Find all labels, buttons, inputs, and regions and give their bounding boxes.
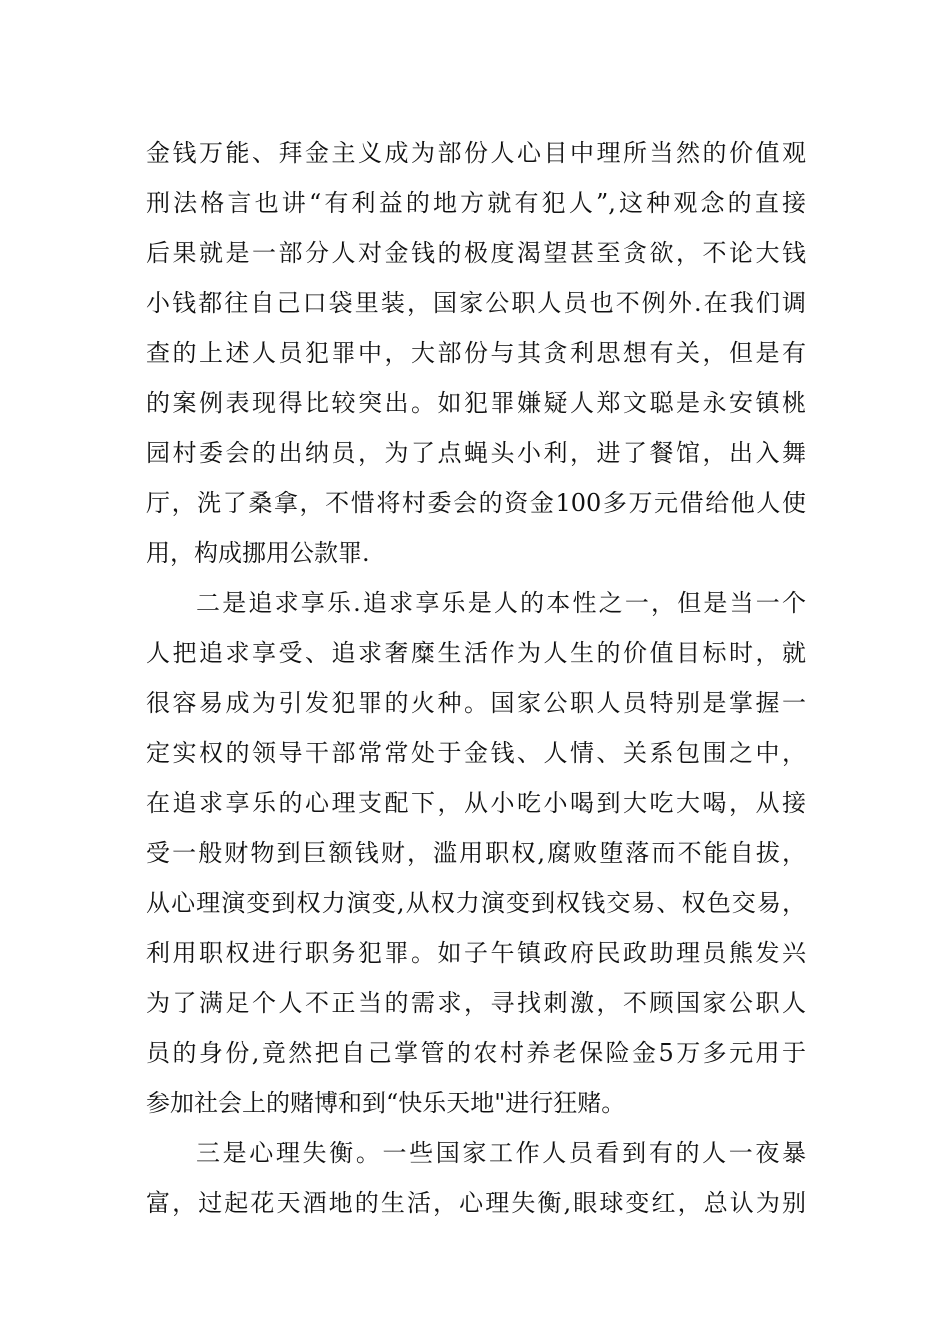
text-line: 定实权的领导干部常常处于金钱、人情、关系包围之中， [146, 739, 806, 767]
text-line: 刑法格言也讲“有利益的地方就有犯人”,这种观念的直接 [146, 189, 806, 217]
text-line: 为了满足个人不正当的需求，寻找刺激，不顾国家公职人 [146, 989, 806, 1017]
text-line: 小钱都往自己口袋里装，国家公职人员也不例外.在我们调 [146, 289, 806, 317]
text-line: 在追求享乐的心理支配下，从小吃小喝到大吃大喝，从接 [146, 789, 806, 817]
text-line: 金钱万能、拜金主义成为部份人心目中理所当然的价值观 [146, 139, 806, 167]
text-line: 厅，洗了桑拿，不惜将村委会的资金100多万元借给他人使 [146, 489, 806, 517]
text-line: 利用职权进行职务犯罪。如子午镇政府民政助理员熊发兴 [146, 939, 806, 967]
text-line: 用，构成挪用公款罪. [146, 539, 370, 567]
text-line: 的案例表现得比较突出。如犯罪嫌疑人郑文聪是永安镇桃 [146, 389, 806, 417]
text-line: 二是追求享乐.追求享乐是人的本性之一，但是当一个 [196, 589, 806, 617]
text-line: 从心理演变到权力演变,从权力演变到权钱交易、权色交易， [146, 889, 806, 917]
text-line: 参加社会上的赌博和到“快乐天地"进行狂赌。 [146, 1089, 626, 1117]
text-line: 很容易成为引发犯罪的火种。国家公职人员特别是掌握一 [146, 689, 806, 717]
text-line: 园村委会的出纳员，为了点蝇头小利，进了餐馆，出入舞 [146, 439, 806, 467]
text-line: 三是心理失衡。一些国家工作人员看到有的人一夜暴 [196, 1139, 806, 1167]
text-line: 查的上述人员犯罪中，大部份与其贪利思想有关，但是有 [146, 339, 806, 367]
text-line: 受一般财物到巨额钱财，滥用职权,腐败堕落而不能自拔， [146, 839, 806, 867]
text-line: 后果就是一部分人对金钱的极度渴望甚至贪欲，不论大钱 [146, 239, 806, 267]
text-line: 人把追求享受、追求奢糜生活作为人生的价值目标时，就 [146, 639, 806, 667]
text-line: 员的身份,竟然把自己掌管的农村养老保险金5万多元用于 [146, 1039, 806, 1067]
text-line: 富，过起花天酒地的生活，心理失衡,眼球变红，总认为别 [146, 1189, 806, 1217]
